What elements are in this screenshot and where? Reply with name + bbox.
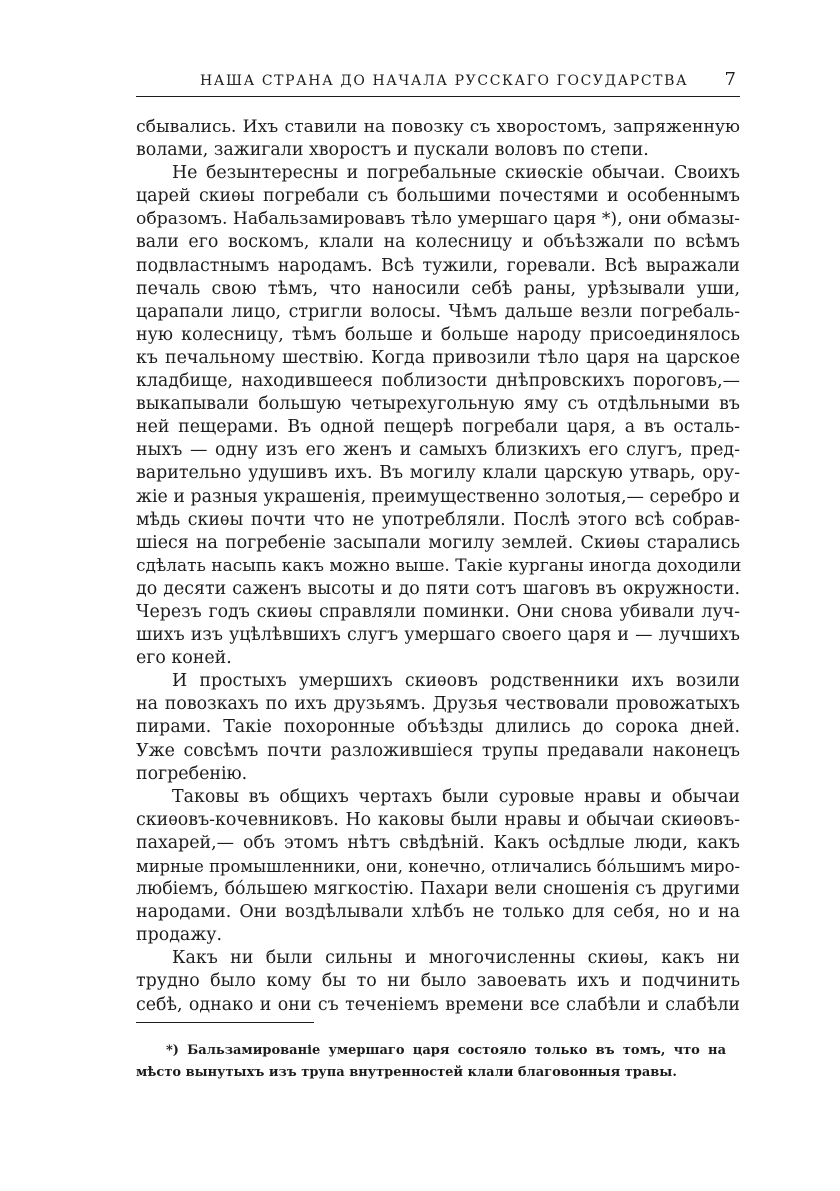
footnote-divider (136, 1022, 314, 1023)
text-line: пирами. Такіе похоронные объѣзды длились до сорока дней. (136, 717, 740, 738)
text-line: ней пещерами. Въ одной пещерѣ погребали царя, а въ осталь- (136, 417, 740, 438)
text-line: погребенію. (136, 763, 248, 784)
main-text (136, 116, 740, 1017)
text-line: его коней. (136, 648, 232, 669)
text-line: мирные промышленники, они, конечно, отличались бóльшимъ миро- (136, 857, 740, 876)
text-line: шіеся на погребеніе засыпали могилу землей. Скиѳы старались (136, 532, 740, 553)
text-line: ную колесницу, тѣмъ больше и больше народу присоединялось (136, 324, 740, 345)
text-line: царей скиѳы погребали съ большими почестями и особеннымъ (136, 186, 740, 207)
text-line: сдѣлать насыпь какъ можно выше. Такіе курганы иногда доходили (136, 555, 742, 576)
text-line: продажу. (136, 925, 223, 946)
text-line: пахарей,— объ этомъ нѣтъ свѣдѣній. Какъ осѣдлые люди, какъ (136, 832, 740, 853)
footnote (136, 1040, 726, 1084)
text-line: Какъ ни были сильны и многочисленны скиѳы, какъ ни (172, 948, 740, 969)
text-line: жіе и разныя украшенія, преимущественно золотыя,— серебро и (136, 486, 741, 507)
text-line: шихъ изъ уцѣлѣвшихъ слугъ умершаго своего царя и — лучшихъ (136, 625, 740, 646)
text-line: на повозкахъ по ихъ друзьямъ. Друзья чествовали провожатыхъ (136, 694, 740, 715)
text-line: себѣ, однако и они съ теченіемъ времени все слабѣли и слабѣли (136, 994, 740, 1015)
text-line: Таковы въ общихъ чертахъ были суровые нравы и обычаи (172, 786, 740, 807)
text-line: образомъ. Набальзамировавъ тѣло умершаго царя *), они обмазы- (136, 209, 740, 230)
text-line: волами, зажигали хворостъ и пускали воловъ по степи. (136, 140, 649, 161)
text-line: И простыхъ умершихъ скиѳовъ родственники ихъ возили (172, 671, 740, 692)
text-line: кладбище, находившееся поблизости днѣпровскихъ пороговъ,— (136, 371, 740, 392)
text-line: народами. Они воздѣлывали хлѣбъ не только для себя, но и на (136, 902, 740, 923)
text-line: до десяти саженъ высоты и до пяти сотъ шаговъ въ окружности. (136, 578, 740, 599)
text-line: варительно удушивъ ихъ. Въ могилу клали царскую утварь, ору- (136, 463, 740, 484)
text-line: Черезъ годъ скиѳы справляли поминки. Они снова убивали луч- (136, 601, 740, 622)
text-line: Не безынтересны и погребальные скиѳскіе обычаи. Своихъ (172, 163, 740, 184)
text-line: Уже совсѣмъ почти разложившіеся трупы предавали наконецъ (136, 740, 740, 761)
text-line: царапали лицо, стригли волосы. Чѣмъ дальше везли погребаль- (136, 301, 740, 322)
text-line: вали его воскомъ, клали на колесницу и объѣзжали по всѣмъ (136, 232, 740, 253)
running-header (136, 70, 740, 97)
text-line: трудно было кому бы то ни было завоевать ихъ и подчинить (136, 971, 740, 992)
text-line: любіемъ, бóльшею мягкостію. Пахари вели сношенія съ другими (136, 879, 740, 900)
text-line: печаль свою тѣмъ, что наносили себѣ раны, урѣзывали уши, (136, 278, 740, 299)
text-line: скиѳовъ-кочевниковъ. Но каковы были нравы и обычаи скиѳовъ- (136, 809, 740, 830)
text-line: подвластнымъ народамъ. Всѣ тужили, горевали. Всѣ выражали (136, 255, 740, 276)
text-line: мѣдь скиѳы почти что не употребляли. Послѣ этого всѣ собрав- (136, 509, 740, 530)
page-number: 7 (724, 69, 736, 90)
text-line: сбывались. Ихъ ставили на повозку съ хворостомъ, запряженную (136, 117, 740, 137)
footnote-line: *) Бальзамированіе умершаго царя состояло только въ томъ, что на (166, 1043, 726, 1058)
text-line: выкапывали большую четырехугольную яму съ отдѣльными въ (136, 394, 740, 415)
footnote-line: мѣсто вынутыхъ изъ трупа внутренностей клали благовонныя травы. (136, 1065, 677, 1080)
text-line: къ печальному шествію. Когда привозили тѣло царя на царское (136, 347, 740, 368)
running-title: НАША СТРАНА ДО НАЧАЛА РУССКАГО ГОСУДАРСТВА (200, 73, 689, 89)
text-line: ныхъ — одну изъ его женъ и самыхъ близкихъ его слугъ, пред- (136, 440, 740, 461)
